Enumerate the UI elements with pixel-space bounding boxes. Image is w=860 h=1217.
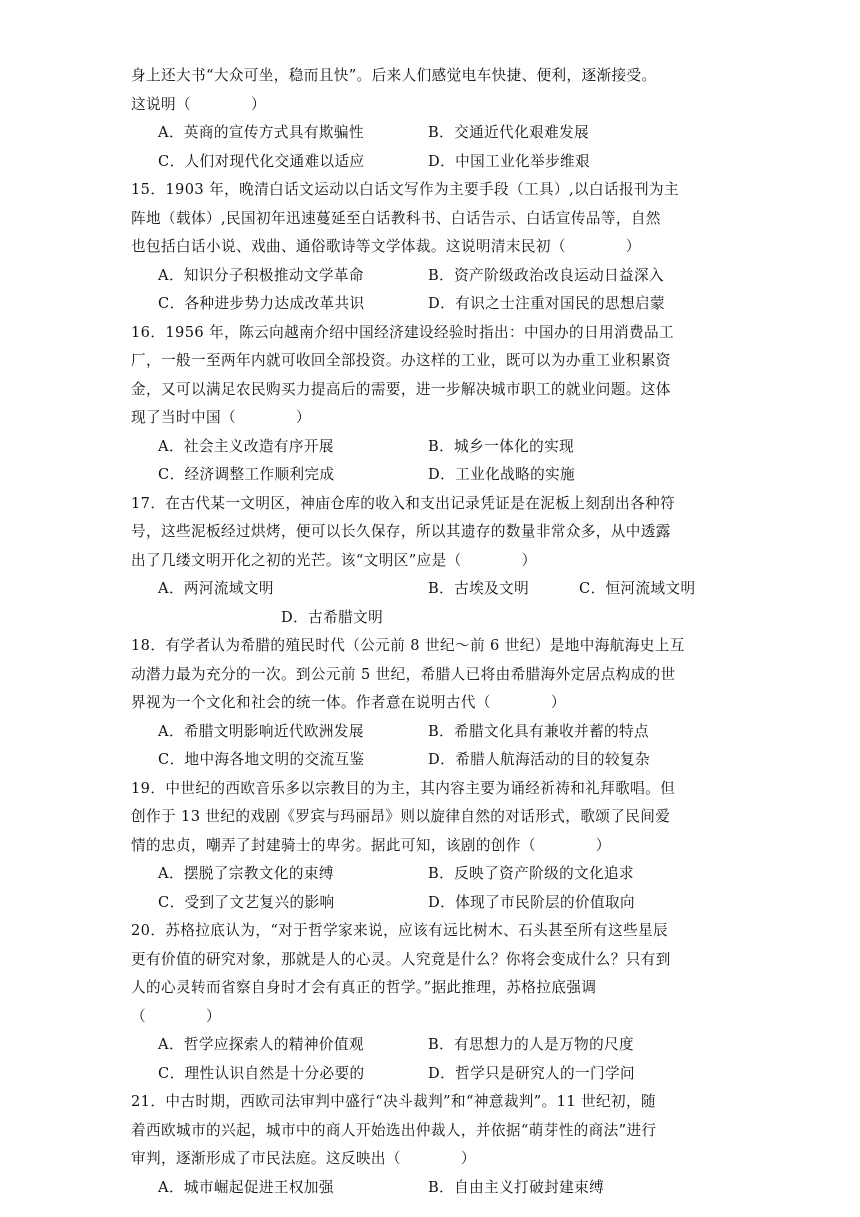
question-text-line: 出了几缕文明开化之初的光芒。该“文明区”应是（ ）	[131, 551, 537, 569]
option-a[interactable]: A．两河流域文明	[158, 580, 274, 597]
option-row	[131, 604, 731, 633]
option-row	[131, 889, 731, 918]
option-b[interactable]: B．有思想力的人是万物的尺度	[428, 1036, 635, 1053]
question-text-line: 18．有学者认为希腊的殖民时代（公元前 8 世纪～前 6 世纪）是地中海航海史上互	[131, 637, 685, 654]
option-a[interactable]: A．城市崛起促进王权加强	[158, 1178, 334, 1196]
option-c[interactable]: C．各种进步势力达成改革共识	[158, 295, 365, 312]
question-text-line: 动潜力最为充分的一次。到公元前 5 世纪，希腊人已将由希腊海外定居点构成的世	[131, 665, 676, 683]
option-d[interactable]: D．工业化战略的实施	[428, 466, 576, 483]
option-row	[131, 433, 731, 462]
question-16	[131, 319, 731, 490]
option-c[interactable]: C．受到了文艺复兴的影响	[158, 893, 335, 911]
question-18	[131, 632, 731, 775]
option-c[interactable]: C．理性认识自然是十分必要的	[158, 1064, 365, 1082]
question-text-line: 21．中古时期，西欧司法审判中盛行“决斗裁判”和“神意裁判”。11 世纪初，随	[131, 1093, 657, 1110]
option-row	[131, 262, 731, 291]
question-14	[131, 62, 731, 176]
option-a[interactable]: A．社会主义改造有序开展	[158, 437, 334, 455]
option-d[interactable]: D．古希腊文明	[281, 608, 384, 626]
option-row	[131, 860, 731, 889]
option-b[interactable]: B．交通近代化艰难发展	[428, 124, 590, 141]
option-b[interactable]: B．城乡一体化的实现	[428, 437, 575, 455]
option-d[interactable]: D．体现了市民阶层的价值取向	[428, 893, 636, 911]
option-b[interactable]: B．希腊文化具有兼收并蓄的特点	[428, 722, 650, 740]
option-d[interactable]: D．中国工业化举步维艰	[428, 152, 591, 170]
option-b[interactable]: B．古埃及文明	[428, 580, 530, 597]
option-b[interactable]: B．资产阶级政治改良运动日益深入	[428, 266, 665, 284]
question-19	[131, 775, 731, 918]
question-text-line: 厂，一般一至两年内就可收回全部投资。办这样的工业，既可以为办重工业积累资	[131, 352, 671, 369]
question-text-line: 19．中世纪的西欧音乐多以宗教目的为主，其内容主要为诵经祈祷和礼拜歌唱。但	[131, 779, 676, 797]
option-row	[131, 1031, 731, 1060]
question-text-line: 17．在古代某一文明区，神庙仓库的收入和支出记录凭证是在泥板上刻刮出各种符	[131, 494, 676, 512]
question-text-line: 着西欧城市的兴起，城市中的商人开始选出仲裁人，并依据“萌芽性的商法”进行	[131, 1121, 657, 1139]
question-20	[131, 917, 731, 1088]
option-a[interactable]: A．知识分子积极推动文学革命	[158, 266, 364, 284]
question-text-line: 也包括白话小说、戏曲、通俗歌诗等文学体裁。这说明清末民初（ ）	[131, 238, 641, 255]
option-c[interactable]: C．地中海各地文明的交流互鉴	[158, 751, 365, 768]
option-row	[131, 461, 731, 490]
option-d[interactable]: D．有识之士注重对国民的思想启蒙	[428, 295, 666, 312]
question-17	[131, 490, 731, 633]
question-text-line: 界视为一个文化和社会的统一体。作者意在说明古代（ ）	[131, 694, 566, 711]
option-c[interactable]: C．人们对现代化交通难以适应	[158, 152, 365, 170]
question-text-line: 审判，逐渐形成了市民法庭。这反映出（ ）	[131, 1150, 476, 1167]
option-row	[131, 718, 731, 747]
question-text-line: 更有价值的研究对象，那就是人的心灵。人究竟是什么？你将会变成什么？只有到	[131, 950, 671, 968]
question-text-line: 阵地（载体）,民国初年迅速蔓延至白话教科书、白话告示、白话宣传品等，自然	[131, 209, 661, 227]
option-c[interactable]: C．经济调整工作顺利完成	[158, 466, 335, 483]
option-a[interactable]: A．英商的宣传方式具有欺骗性	[158, 124, 364, 141]
option-c[interactable]: C．恒河流域文明	[579, 580, 696, 597]
question-text-line: 身上还大书“大众可坐，稳而且快”。后来人们感觉电车快捷、便利，逐渐接受。	[131, 67, 657, 84]
option-a[interactable]: A．希腊文明影响近代欧洲发展	[158, 722, 364, 740]
option-a[interactable]: A．摆脱了宗教文化的束缚	[158, 865, 334, 882]
option-row	[131, 290, 731, 319]
option-d[interactable]: D．希腊人航海活动的目的较复杂	[428, 751, 651, 768]
question-text-line: 号，这些泥板经过烘烤，便可以长久保存，所以其遗存的数量非常众多，从中透露	[131, 523, 671, 540]
question-21	[131, 1088, 731, 1202]
question-text-line: 16．1956 年，陈云向越南介绍中国经济建设经验时指出：中国办的日用消费品工	[131, 323, 674, 341]
option-row	[131, 746, 731, 775]
exam-page	[131, 62, 731, 1202]
question-text-line: 情的忠贞，嘲弄了封建骑士的卑劣。据此可知，该剧的创作（ ）	[131, 836, 611, 854]
option-b[interactable]: B．自由主义打破封建束缚	[428, 1178, 605, 1196]
question-text-line: （ ）	[131, 1007, 221, 1025]
question-text-line: 金，又可以满足农民购买力提高后的需要，进一步解决城市职工的就业问题。这体	[131, 380, 671, 398]
question-text-line: 这说明（ ）	[131, 95, 266, 113]
option-row	[131, 119, 731, 148]
question-text-line: 人的心灵转而省察自身时才会有真正的哲学。”据此推理，苏格拉底强调	[131, 979, 597, 996]
option-a[interactable]: A．哲学应探索人的精神价值观	[158, 1036, 364, 1053]
question-text-line: 20．苏格拉底认为，“对于哲学家来说，应该有远比树木、石头甚至所有这些星辰	[131, 922, 669, 939]
option-row	[131, 1060, 731, 1089]
question-15	[131, 176, 731, 319]
option-row	[131, 1174, 731, 1203]
option-row	[131, 575, 731, 604]
option-d[interactable]: D．哲学只是研究人的一门学问	[428, 1064, 636, 1082]
option-row	[131, 148, 731, 177]
question-text-line: 创作于 13 世纪的戏剧《罗宾与玛丽昂》则以旋律自然的对话形式，歌颂了民间爱	[131, 808, 671, 825]
question-text-line: 现了当时中国（ ）	[131, 409, 311, 426]
question-text-line: 15．1903 年，晚清白话文运动以白话文写作为主要手段（工具）,以白话报刊为主	[131, 181, 679, 198]
option-b[interactable]: B．反映了资产阶级的文化追求	[428, 865, 635, 882]
